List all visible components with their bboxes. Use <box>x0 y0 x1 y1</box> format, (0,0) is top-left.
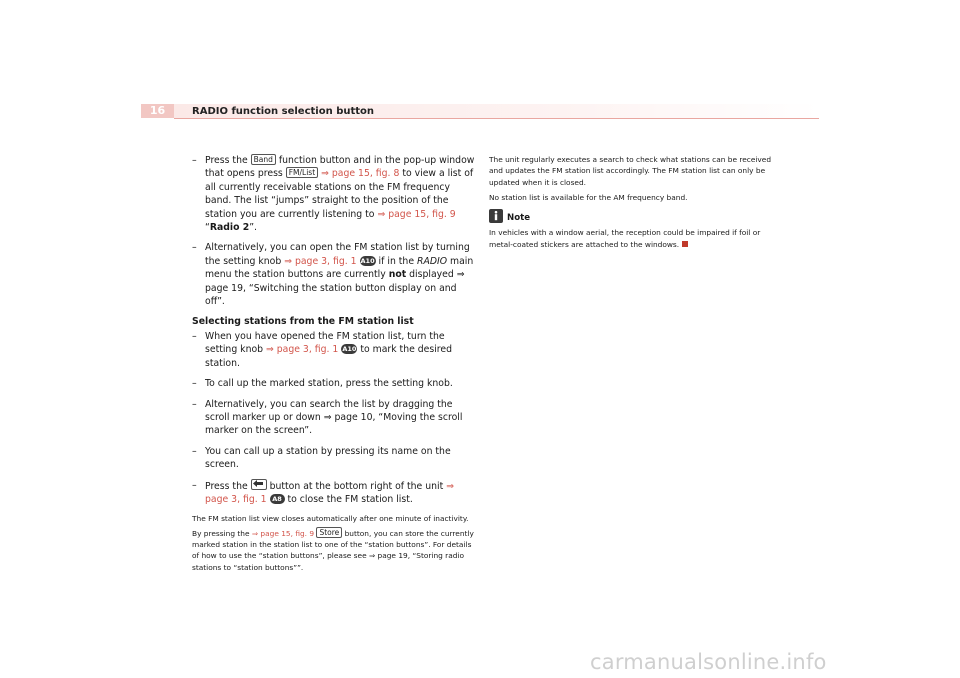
page-link[interactable]: ⇒ page 3, fig. 1 <box>284 255 357 267</box>
text: Alternatively, you can open the FM station list by turning the setting knob <box>205 242 470 267</box>
text: “ <box>205 222 210 234</box>
instruction-item <box>192 479 475 507</box>
text: to mark the desired station. <box>205 344 453 369</box>
page-link[interactable]: ⇒ page 15, fig. 8 <box>321 168 400 180</box>
text: to view a list of all currently receivable stations on the FM frequency band. The list “jumps” straight to the position of the station you are currently listening to <box>205 168 474 220</box>
right-column <box>489 154 774 253</box>
text: Press the <box>205 155 251 166</box>
instruction-item <box>192 330 475 370</box>
store-key: Store <box>316 527 342 538</box>
band-key: Band <box>251 154 276 165</box>
text: button, you can store the currently marked station in the station list to one of the “station buttons”. For details of how to use the “station buttons”, please see ⇒ page 19, “Storing radio stations to “station buttons””. <box>192 528 474 572</box>
back-arrow-icon <box>251 479 267 490</box>
text: displayed ⇒ page 19, “Switching the station button display on and off”. <box>205 269 465 308</box>
text: to close the FM station list. <box>284 493 413 505</box>
remarks <box>192 513 475 572</box>
text: When you have opened the FM station list, turn the setting knob <box>205 330 445 356</box>
note-text <box>489 227 774 250</box>
left-column <box>192 154 475 575</box>
text: Press the <box>205 480 251 492</box>
page-number: 16 <box>141 104 174 118</box>
menu-name: RADIO <box>417 255 448 267</box>
text: In vehicles with a window aerial, the reception could be impaired if foil or metal-coated stickers are attached to the windows. <box>489 228 761 249</box>
text: By pressing the <box>192 528 252 538</box>
paragraph: No station list is available for the AM frequency band. <box>489 192 688 202</box>
instruction-item: – Alternatively, you can search the list by dragging the scroll marker up or down ⇒ page 10, “Moving the scroll marker on the screen”. <box>192 398 475 438</box>
page-title: RADIO function selection button <box>192 106 375 117</box>
note-heading <box>489 209 774 224</box>
text: function button and in the pop-up window that opens press <box>205 155 475 180</box>
remark-paragraph <box>192 527 475 573</box>
callout-badge: A10 <box>360 256 375 265</box>
callout-badge: A8 <box>270 494 285 504</box>
callout-badge: A10 <box>342 345 357 354</box>
fm-list-key: FM/List <box>286 167 318 178</box>
emphasis: not <box>388 269 407 281</box>
watermark: carmanualsonline.info <box>590 650 827 674</box>
instruction-item: – You can call up a station by pressing its name on the screen. <box>192 445 475 472</box>
page-link[interactable]: ⇒ page 15, fig. 9 <box>377 208 456 220</box>
station-name: Radio 2 <box>209 222 250 234</box>
info-note-icon <box>489 209 503 223</box>
section-heading: Selecting stations from the FM station list <box>192 316 414 328</box>
text: main menu the station buttons are currently <box>205 255 474 281</box>
text: button at the bottom right of the unit <box>266 480 447 492</box>
instruction-item: – To call up the marked station, press the setting knob. <box>192 377 475 390</box>
paragraph: The unit regularly executes a search to check what stations can be received and updates the FM station list accordingly. The FM station list can only be updated when it is closed. <box>489 155 772 187</box>
page-link[interactable]: ⇒ page 15, fig. 9 <box>251 528 315 538</box>
instruction-item <box>192 241 475 308</box>
text: if in the <box>375 255 418 267</box>
header-divider <box>174 118 819 119</box>
instruction-item <box>192 154 475 234</box>
page-link[interactable]: ⇒ page 3, fig. 1 <box>266 344 339 356</box>
page-link[interactable]: ⇒ page 3, fig. 1 <box>205 480 454 505</box>
note-label: Note <box>507 213 531 224</box>
text: ”. <box>249 222 257 234</box>
remark-paragraph: The FM station list view closes automatically after one minute of inactivity. <box>192 514 469 524</box>
section-end-icon <box>682 241 688 247</box>
